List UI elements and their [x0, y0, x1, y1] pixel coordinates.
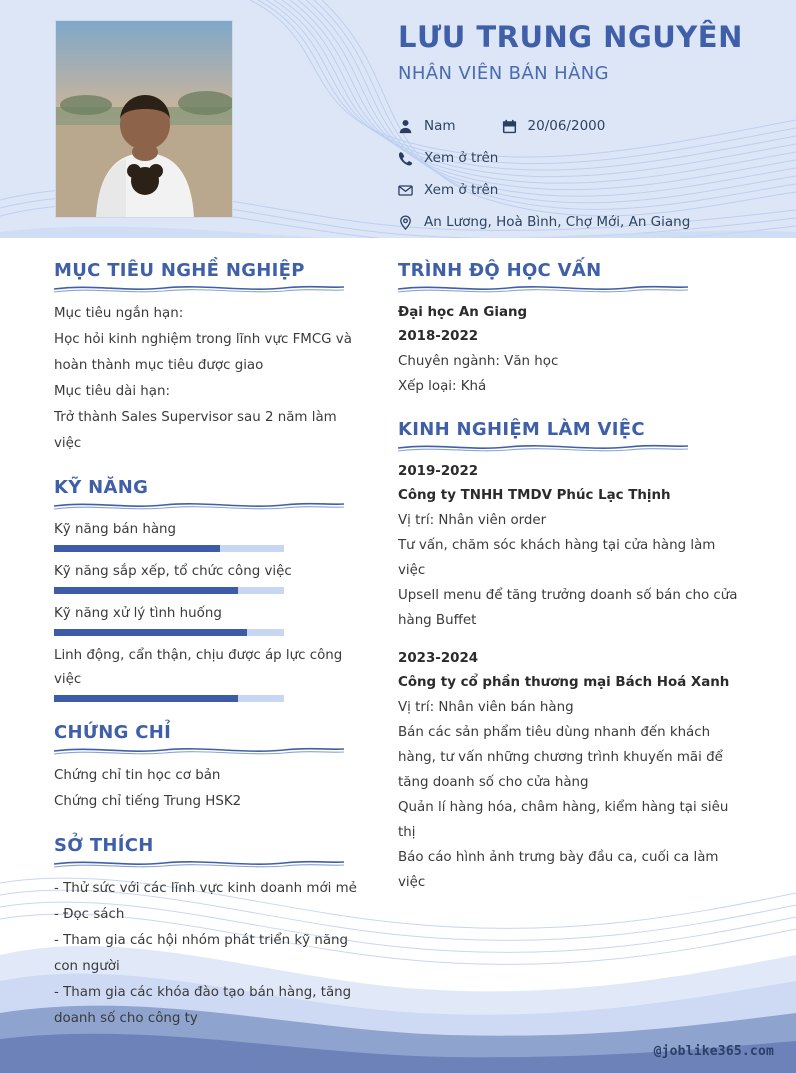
title-underline [398, 442, 688, 452]
skill-label: Kỹ năng sắp xếp, tổ chức công việc [54, 564, 292, 579]
section-title-experience: KINH NGHIỆM LÀM VIỆC [398, 419, 645, 440]
email-value: Xem ở trên [424, 182, 499, 198]
job-company: Công ty cổ phần thương mại Bách Hoá Xanh [398, 675, 730, 690]
resume-body [0, 238, 796, 1073]
resume-header [0, 0, 796, 238]
skill-bar-fill [54, 587, 238, 594]
gender-value: Nam [424, 118, 456, 134]
skill-item [54, 644, 364, 702]
job-position: Vị trí: Nhân viên order [398, 513, 547, 528]
section-hobbies [54, 835, 364, 1032]
title-underline [54, 858, 344, 868]
job-title: NHÂN VIÊN BÁN HÀNG [398, 63, 609, 84]
objective-line-3: Mục tiêu dài hạn: [54, 384, 170, 399]
experience-job [398, 460, 743, 633]
avatar [55, 20, 233, 218]
section-certificates [54, 722, 364, 815]
right-column [398, 260, 743, 897]
location-icon [398, 215, 424, 230]
certificate-line-1: Chứng chỉ tin học cơ bản [54, 768, 221, 783]
skill-item [54, 560, 364, 594]
skill-bar-track [54, 545, 284, 552]
hobby-line-4: - Tham gia các khóa đào tạo bán hàng, tăng doanh số cho công ty [54, 985, 352, 1026]
skill-bar-track [54, 587, 284, 594]
title-underline [54, 283, 344, 293]
section-education [398, 260, 743, 399]
phone-value: Xem ở trên [424, 150, 499, 166]
title-underline [398, 283, 688, 293]
skill-bar-fill [54, 629, 247, 636]
job-position: Vị trí: Nhân viên bán hàng [398, 700, 574, 715]
contact-list [398, 110, 788, 238]
contact-row-email [398, 174, 788, 206]
contact-row-phone [398, 142, 788, 174]
objective-line-1: Mục tiêu ngắn hạn: [54, 306, 184, 321]
header-text [398, 18, 778, 86]
dob-value: 20/06/2000 [527, 118, 606, 134]
section-title-objective: MỤC TIÊU NGHỀ NGHIỆP [54, 260, 305, 281]
certificates-body [54, 763, 364, 815]
section-skills [54, 477, 364, 702]
hobbies-body [54, 876, 364, 1032]
experience-job [398, 647, 743, 895]
hobby-line-1: - Thử sức với các lĩnh vực kinh doanh mới mẻ [54, 881, 357, 896]
hobby-line-2: - Đọc sách [54, 907, 125, 922]
skill-bar-track [54, 695, 284, 702]
education-major: Chuyên ngành: Văn học [398, 354, 559, 369]
section-objective [54, 260, 364, 457]
left-column [54, 260, 364, 1032]
skill-label: Kỹ năng xử lý tình huống [54, 606, 222, 621]
title-underline [54, 500, 344, 510]
education-school: Đại học An Giang [398, 305, 528, 320]
mail-icon [398, 183, 424, 198]
watermark-credit: @joblike365.com [653, 1044, 774, 1059]
address-value: An Lương, Hoà Bình, Chợ Mới, An Giang [424, 214, 691, 230]
job-duty: Tư vấn, chăm sóc khách hàng tại cửa hàng làm việc [398, 538, 716, 578]
education-grade: Xếp loại: Khá [398, 379, 487, 394]
portrait-photo [56, 21, 233, 218]
job-duty: Báo cáo hình ảnh trưng bày đầu ca, cuối ca làm việc [398, 850, 719, 890]
title-underline [54, 745, 344, 755]
section-title-hobbies: SỞ THÍCH [54, 835, 154, 856]
job-duty: Upsell menu để tăng trưởng doanh số bán cho cửa hàng Buffet [398, 588, 738, 628]
skill-bar-fill [54, 695, 238, 702]
calendar-icon [502, 119, 528, 134]
page-title: LƯU TRUNG NGUYÊN [398, 20, 743, 54]
section-title-certificates: CHỨNG CHỈ [54, 722, 172, 743]
hobby-line-3: - Tham gia các hội nhóm phát triển kỹ năng con người [54, 933, 349, 974]
job-years: 2023-2024 [398, 651, 479, 666]
skill-item [54, 518, 364, 552]
skill-label: Linh động, cẩn thận, chịu được áp lực công việc [54, 648, 343, 687]
job-years: 2019-2022 [398, 464, 479, 479]
skill-label: Kỹ năng bán hàng [54, 522, 177, 537]
skill-item [54, 602, 364, 636]
section-title-skills: KỸ NĂNG [54, 477, 149, 498]
job-company: Công ty TNHH TMDV Phúc Lạc Thịnh [398, 488, 671, 503]
objective-body [54, 301, 364, 457]
skill-bar-track [54, 629, 284, 636]
education-years: 2018-2022 [398, 329, 479, 344]
job-duty: Bán các sản phẩm tiêu dùng nhanh đến khách hàng, tư vấn những chương trình khuyến mãi để tăng doanh số cho cửa hàng [398, 725, 723, 790]
skill-bar-fill [54, 545, 220, 552]
phone-icon [398, 151, 424, 166]
person-icon [398, 119, 424, 134]
contact-row-gender-dob [398, 110, 788, 142]
objective-line-2: Học hỏi kinh nghiệm trong lĩnh vực FMCG và hoàn thành mục tiêu được giao [54, 332, 352, 373]
certificate-line-2: Chứng chỉ tiếng Trung HSK2 [54, 794, 242, 809]
section-title-education: TRÌNH ĐỘ HỌC VẤN [398, 260, 602, 281]
contact-row-address [398, 206, 788, 238]
job-duty: Quản lí hàng hóa, châm hàng, kiểm hàng tại siêu thị [398, 800, 729, 840]
section-experience [398, 419, 743, 895]
objective-line-4: Trở thành Sales Supervisor sau 2 năm làm việc [54, 410, 337, 451]
